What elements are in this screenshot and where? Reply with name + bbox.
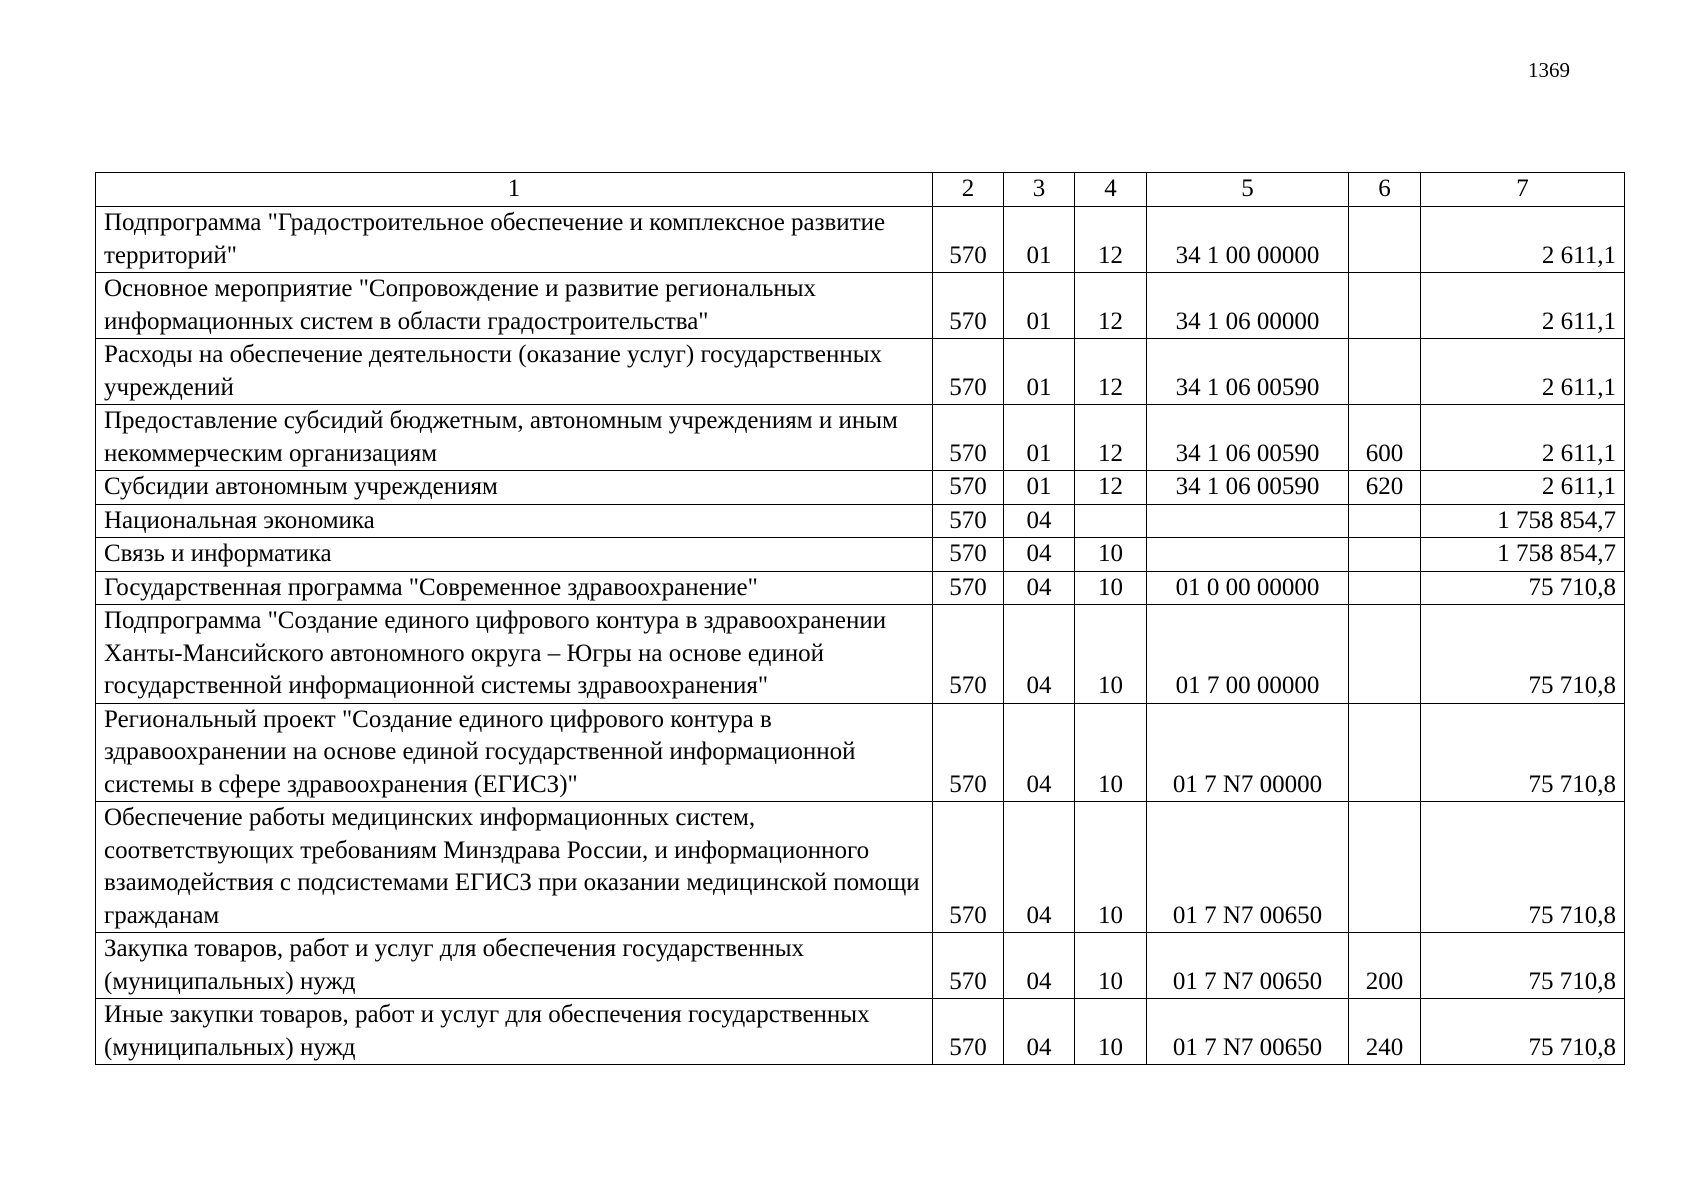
row-subsection-code: 10	[1075, 605, 1147, 704]
row-amount: 2 611,1	[1421, 273, 1625, 339]
row-description: Иные закупки товаров, работ и услуг для обеспечения государственных (муниципальных) нужд	[96, 999, 933, 1065]
row-section-code: 04	[1004, 605, 1075, 704]
row-description: Предоставление субсидий бюджетным, автономным учреждениям и иным некоммерческим организациям	[96, 405, 933, 471]
row-description: Подпрограмма "Создание единого цифрового контура в здравоохранении Ханты-Мансийского автономного округа – Югры на основе единой государственной информационной системы здравоохранения"	[96, 605, 933, 704]
header-cell: 6	[1349, 173, 1421, 207]
row-ministry-code: 570	[933, 703, 1004, 802]
page-number: 1369	[1528, 58, 1570, 82]
row-ministry-code: 570	[933, 207, 1004, 273]
header-cell: 3	[1004, 173, 1075, 207]
row-expense-type	[1349, 571, 1421, 605]
row-ministry-code: 570	[933, 802, 1004, 933]
row-expense-type: 200	[1349, 933, 1421, 999]
row-ministry-code: 570	[933, 933, 1004, 999]
header-cell: 7	[1421, 173, 1625, 207]
row-amount: 1 758 854,7	[1421, 538, 1625, 572]
row-amount: 2 611,1	[1421, 207, 1625, 273]
row-expense-type	[1349, 703, 1421, 802]
row-ministry-code: 570	[933, 605, 1004, 704]
header-cell: 4	[1075, 173, 1147, 207]
row-target-code	[1147, 504, 1349, 538]
row-target-code: 34 1 06 00000	[1147, 273, 1349, 339]
row-amount: 75 710,8	[1421, 933, 1625, 999]
row-ministry-code: 570	[933, 504, 1004, 538]
header-cell: 1	[96, 173, 933, 207]
row-target-code: 01 7 N7 00650	[1147, 999, 1349, 1065]
row-description: Обеспечение работы медицинских информационных систем, соответствующих требованиям Минздрава России, и информационного взаимодействия с подсистемами ЕГИСЗ при оказании медицинской помощи гражданам	[96, 802, 933, 933]
row-amount: 75 710,8	[1421, 605, 1625, 704]
row-target-code: 01 7 00 00000	[1147, 605, 1349, 704]
table-row	[96, 504, 1625, 538]
row-target-code: 01 0 00 00000	[1147, 571, 1349, 605]
budget-table	[95, 172, 1625, 1065]
row-expense-type	[1349, 802, 1421, 933]
row-amount: 2 611,1	[1421, 405, 1625, 471]
row-section-code: 04	[1004, 802, 1075, 933]
row-ministry-code: 570	[933, 339, 1004, 405]
row-description: Подпрограмма "Градостроительное обеспечение и комплексное развитие территорий"	[96, 207, 933, 273]
table-row	[96, 703, 1625, 802]
row-subsection-code: 10	[1075, 703, 1147, 802]
row-ministry-code: 570	[933, 405, 1004, 471]
row-target-code: 01 7 N7 00000	[1147, 703, 1349, 802]
row-subsection-code: 12	[1075, 207, 1147, 273]
row-section-code: 04	[1004, 999, 1075, 1065]
row-ministry-code: 570	[933, 571, 1004, 605]
row-amount: 1 758 854,7	[1421, 504, 1625, 538]
row-target-code: 34 1 06 00590	[1147, 471, 1349, 505]
row-section-code: 04	[1004, 538, 1075, 572]
row-subsection-code: 10	[1075, 999, 1147, 1065]
row-subsection-code: 12	[1075, 471, 1147, 505]
row-ministry-code: 570	[933, 999, 1004, 1065]
row-target-code: 34 1 06 00590	[1147, 405, 1349, 471]
row-description: Субсидии автономным учреждениям	[96, 471, 933, 505]
row-section-code: 01	[1004, 405, 1075, 471]
table-row	[96, 273, 1625, 339]
row-ministry-code: 570	[933, 538, 1004, 572]
row-subsection-code: 12	[1075, 405, 1147, 471]
row-description: Национальная экономика	[96, 504, 933, 538]
table-row	[96, 802, 1625, 933]
row-description: Региональный проект "Создание единого цифрового контура в здравоохранении на основе единой государственной информационной системы в сфере здравоохранения (ЕГИСЗ)"	[96, 703, 933, 802]
header-cell: 5	[1147, 173, 1349, 207]
row-target-code: 34 1 00 00000	[1147, 207, 1349, 273]
table-row	[96, 471, 1625, 505]
row-description: Государственная программа "Современное здравоохранение"	[96, 571, 933, 605]
row-target-code: 01 7 N7 00650	[1147, 933, 1349, 999]
table-row	[96, 999, 1625, 1065]
row-target-code: 01 7 N7 00650	[1147, 802, 1349, 933]
row-ministry-code: 570	[933, 273, 1004, 339]
row-expense-type: 600	[1349, 405, 1421, 471]
row-section-code: 04	[1004, 703, 1075, 802]
row-expense-type	[1349, 273, 1421, 339]
row-subsection-code: 10	[1075, 538, 1147, 572]
row-section-code: 01	[1004, 207, 1075, 273]
row-amount: 75 710,8	[1421, 703, 1625, 802]
table-header-row	[96, 173, 1625, 207]
row-expense-type	[1349, 605, 1421, 704]
row-amount: 2 611,1	[1421, 339, 1625, 405]
table-row	[96, 605, 1625, 704]
table-row	[96, 339, 1625, 405]
row-expense-type: 240	[1349, 999, 1421, 1065]
row-description: Закупка товаров, работ и услуг для обеспечения государственных (муниципальных) нужд	[96, 933, 933, 999]
row-section-code: 04	[1004, 933, 1075, 999]
row-section-code: 04	[1004, 571, 1075, 605]
row-subsection-code: 12	[1075, 273, 1147, 339]
row-expense-type: 620	[1349, 471, 1421, 505]
row-section-code: 01	[1004, 273, 1075, 339]
table-row	[96, 571, 1625, 605]
row-description: Основное мероприятие "Сопровождение и развитие региональных информационных систем в области градостроительства"	[96, 273, 933, 339]
row-subsection-code: 12	[1075, 339, 1147, 405]
row-subsection-code: 10	[1075, 802, 1147, 933]
row-amount: 2 611,1	[1421, 471, 1625, 505]
table-row	[96, 405, 1625, 471]
row-amount: 75 710,8	[1421, 571, 1625, 605]
row-description: Связь и информатика	[96, 538, 933, 572]
row-expense-type	[1349, 538, 1421, 572]
table-row	[96, 207, 1625, 273]
row-subsection-code: 10	[1075, 933, 1147, 999]
row-section-code: 01	[1004, 471, 1075, 505]
row-expense-type	[1349, 339, 1421, 405]
row-expense-type	[1349, 207, 1421, 273]
row-expense-type	[1349, 504, 1421, 538]
row-section-code: 01	[1004, 339, 1075, 405]
row-description: Расходы на обеспечение деятельности (оказание услуг) государственных учреждений	[96, 339, 933, 405]
row-subsection-code	[1075, 504, 1147, 538]
row-amount: 75 710,8	[1421, 802, 1625, 933]
header-cell: 2	[933, 173, 1004, 207]
table-row	[96, 538, 1625, 572]
row-target-code: 34 1 06 00590	[1147, 339, 1349, 405]
row-ministry-code: 570	[933, 471, 1004, 505]
table-row	[96, 933, 1625, 999]
row-section-code: 04	[1004, 504, 1075, 538]
row-subsection-code: 10	[1075, 571, 1147, 605]
row-amount: 75 710,8	[1421, 999, 1625, 1065]
row-target-code	[1147, 538, 1349, 572]
